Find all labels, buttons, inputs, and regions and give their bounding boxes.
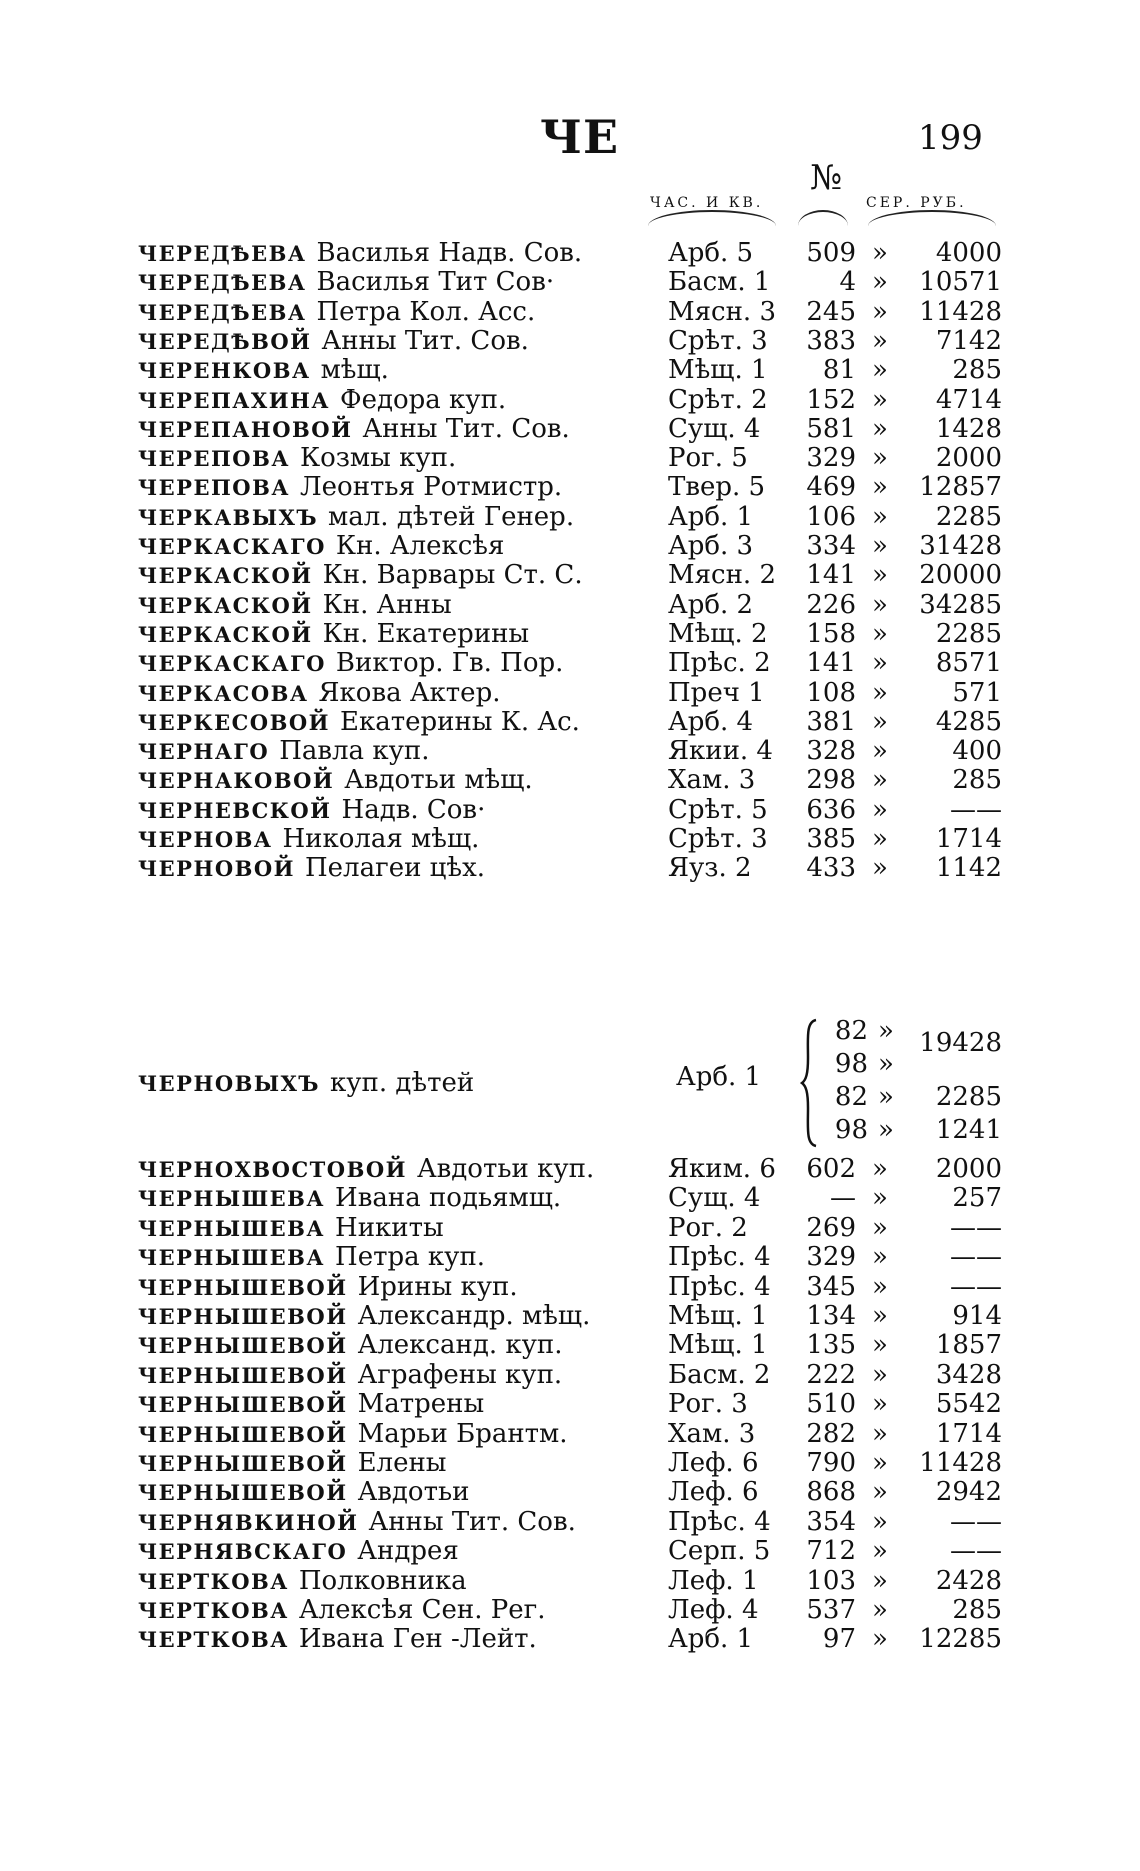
entry-house-number: 329 bbox=[806, 443, 856, 473]
ditto-mark: » bbox=[872, 1477, 888, 1507]
entry-surname: ЧЕРКАСКОЙ bbox=[138, 563, 313, 588]
list-item bbox=[0, 265, 1140, 299]
entry-house-number: 135 bbox=[806, 1330, 856, 1360]
entry-house-number: 381 bbox=[806, 707, 856, 737]
entry-part: Серп. 5 bbox=[668, 1536, 771, 1566]
entry-rubles: 11428 bbox=[919, 297, 1002, 327]
list-item bbox=[0, 558, 1140, 592]
ditto-mark: » bbox=[872, 736, 888, 766]
entry-given: Авдотьи bbox=[357, 1477, 470, 1507]
entry-house-number: 269 bbox=[806, 1213, 856, 1243]
entry-surname: ЧЕРНЫШЕВОЙ bbox=[138, 1304, 348, 1329]
entry-name bbox=[138, 1068, 474, 1098]
entry-part: Арб. 1 bbox=[668, 502, 754, 532]
list-item bbox=[0, 1328, 1140, 1362]
entry-given: мѣщ. bbox=[320, 355, 389, 385]
entry-house-number: 141 bbox=[806, 560, 856, 590]
entry-rubles: 285 bbox=[952, 1595, 1002, 1625]
entry-given: Елены bbox=[357, 1448, 447, 1478]
entry-part: Рог. 2 bbox=[668, 1213, 748, 1243]
entry-house-number: 510 bbox=[806, 1389, 856, 1419]
entry-surname: ЧЕРНЫШЕВОЙ bbox=[138, 1275, 348, 1300]
entry-rubles: —— bbox=[950, 795, 1002, 825]
entry-given: Кн. Екатерины bbox=[322, 619, 530, 649]
entry-rubles: 1857 bbox=[935, 1330, 1002, 1360]
entry-surname: ЧЕРНОХВОСТОВОЙ bbox=[138, 1157, 407, 1182]
entry-house-number: 282 bbox=[806, 1419, 856, 1449]
ditto-mark: » bbox=[872, 853, 888, 883]
entry-part: Срѣт. 5 bbox=[668, 795, 768, 825]
ditto-mark: » bbox=[872, 765, 888, 795]
entry-given: Анны Тит. Сов. bbox=[321, 326, 529, 356]
entry-part: Мясн. 3 bbox=[668, 297, 776, 327]
entry-surname: ЧЕРНЫШЕВОЙ bbox=[138, 1392, 348, 1417]
entry-rubles: —— bbox=[950, 1272, 1002, 1302]
entry-surname: ЧЕРНЕВСКОЙ bbox=[138, 798, 332, 823]
entry-rubles: 1142 bbox=[935, 853, 1002, 883]
entry-rubles: 2428 bbox=[935, 1566, 1002, 1596]
entry-given: Анны Тит. Сов. bbox=[362, 414, 570, 444]
entry-given: Полковника bbox=[298, 1566, 467, 1596]
entry-given: Василья Надв. Сов. bbox=[316, 238, 583, 268]
entry-rubles: 12285 bbox=[919, 1624, 1002, 1654]
entry-house-number: 354 bbox=[806, 1507, 856, 1537]
entry-surname: ЧЕРНЯВКИНОЙ bbox=[138, 1510, 359, 1535]
ditto-mark: » bbox=[872, 238, 888, 268]
entry-surname: ЧЕРКАСКАГО bbox=[138, 651, 326, 676]
entry-part: Якии. 4 bbox=[668, 736, 773, 766]
page-title: ЧЕ bbox=[540, 110, 620, 164]
list-item bbox=[0, 353, 1140, 387]
ditto-mark: » bbox=[872, 1330, 888, 1360]
entry-part: Леф. 6 bbox=[668, 1448, 759, 1478]
entry-rubles: —— bbox=[950, 1507, 1002, 1537]
entry-house-number: 790 bbox=[806, 1448, 856, 1478]
entry-rubles: 4285 bbox=[935, 707, 1002, 737]
entry-surname: ЧЕРКЕСОВОЙ bbox=[138, 710, 330, 735]
entry-house-number: 152 bbox=[806, 385, 856, 415]
entry-surname: ЧЕРЕДѢЕВА bbox=[138, 270, 307, 295]
entry-rubles: —— bbox=[950, 1536, 1002, 1566]
ditto-mark: » bbox=[872, 795, 888, 825]
entry-given: Авдотьи куп. bbox=[416, 1154, 595, 1184]
ditto-mark: » bbox=[878, 1016, 894, 1046]
entry-surname: ЧЕРНОВЫХЪ bbox=[138, 1071, 320, 1096]
entry-surname: ЧЕРЕДѢЕВА bbox=[138, 300, 307, 325]
ditto-mark: » bbox=[872, 648, 888, 678]
entry-part: Твер. 5 bbox=[668, 472, 766, 502]
ditto-mark: » bbox=[872, 1360, 888, 1390]
entry-rubles: 4000 bbox=[935, 238, 1002, 268]
entry-part: Сущ. 4 bbox=[668, 414, 761, 444]
entry-rubles: 4714 bbox=[935, 385, 1002, 415]
entry-rubles: 2285 bbox=[935, 502, 1002, 532]
entry-given: Якова Актер. bbox=[318, 678, 501, 708]
entry-part: Арб. 4 bbox=[668, 707, 754, 737]
entry-given: Анны Тит. Сов. bbox=[368, 1507, 576, 1537]
entry-surname: ЧЕРНОВОЙ bbox=[138, 856, 295, 881]
entry-house-number: 602 bbox=[806, 1154, 856, 1184]
entry-surname: ЧЕРТКОВА bbox=[138, 1598, 289, 1623]
ditto-mark: » bbox=[872, 1154, 888, 1184]
entry-rubles: 2942 bbox=[935, 1477, 1002, 1507]
column-header-rubles: СЕР. РУБ. bbox=[866, 195, 967, 211]
ditto-mark: » bbox=[878, 1049, 894, 1079]
ditto-mark: » bbox=[872, 502, 888, 532]
entry-part: Арб. 1 bbox=[676, 1062, 762, 1092]
entry-surname: ЧЕРНЯВСКАГО bbox=[138, 1539, 348, 1564]
entry-rubles: —— bbox=[950, 1213, 1002, 1243]
entry-surname: ЧЕРНЫШЕВОЙ bbox=[138, 1480, 348, 1505]
entry-given: мал. дѣтей Генер. bbox=[328, 502, 575, 532]
entry-given: Матрены bbox=[357, 1389, 485, 1419]
list-item bbox=[0, 1387, 1140, 1421]
list-item bbox=[0, 1534, 1140, 1568]
entry-surname: ЧЕРНЫШЕВОЙ bbox=[138, 1422, 348, 1447]
ditto-mark: » bbox=[872, 1183, 888, 1213]
entry-part: Арб. 2 bbox=[668, 590, 754, 620]
entry-house-number: 469 bbox=[806, 472, 856, 502]
entry-surname: ЧЕРНАГО bbox=[138, 739, 270, 764]
ditto-mark: » bbox=[872, 707, 888, 737]
entry-surname: ЧЕРНЫШЕВА bbox=[138, 1186, 326, 1211]
ditto-mark: » bbox=[872, 1507, 888, 1537]
entry-rubles: 257 bbox=[952, 1183, 1002, 1213]
entry-surname: ЧЕРНЫШЕВОЙ bbox=[138, 1451, 348, 1476]
entry-part: Сущ. 4 bbox=[668, 1183, 761, 1213]
entry-surname: ЧЕРКАСКОЙ bbox=[138, 622, 313, 647]
entry-surname: ЧЕРКАСКАГО bbox=[138, 534, 326, 559]
entry-part: Хам. 3 bbox=[668, 765, 756, 795]
ditto-mark: » bbox=[872, 1419, 888, 1449]
page-number: 199 bbox=[918, 118, 983, 158]
entry-rubles: 19428 bbox=[919, 1028, 1002, 1058]
entry-rubles: 2000 bbox=[935, 443, 1002, 473]
entry-part: Арб. 1 bbox=[668, 1624, 754, 1654]
entry-house-number: 81 bbox=[822, 355, 856, 385]
entry-given: Никиты bbox=[335, 1213, 444, 1243]
ditto-mark: » bbox=[872, 824, 888, 854]
entry-house-number: — bbox=[830, 1183, 856, 1213]
entry-house-number: 298 bbox=[806, 765, 856, 795]
entry-house-number: 106 bbox=[806, 502, 856, 532]
ditto-mark: » bbox=[872, 1566, 888, 1596]
ditto-mark: » bbox=[872, 1536, 888, 1566]
ditto-mark: » bbox=[872, 385, 888, 415]
entry-given: Екатерины К. Ас. bbox=[339, 707, 580, 737]
entry-part: Леф. 6 bbox=[668, 1477, 759, 1507]
curly-brace bbox=[800, 1018, 818, 1148]
entry-given: Ирины куп. bbox=[357, 1272, 518, 1302]
entry-part: Преч 1 bbox=[668, 678, 765, 708]
entry-rubles: 3428 bbox=[935, 1360, 1002, 1390]
entry-part: Прѣс. 4 bbox=[668, 1272, 771, 1302]
entry-part: Арб. 3 bbox=[668, 531, 754, 561]
ditto-mark: » bbox=[872, 1448, 888, 1478]
entry-rubles: 8571 bbox=[935, 648, 1002, 678]
entry-surname: ЧЕРТКОВА bbox=[138, 1569, 289, 1594]
entry-name bbox=[138, 851, 485, 886]
entry-house-number: 712 bbox=[806, 1536, 856, 1566]
entry-name bbox=[138, 1622, 537, 1657]
entry-rubles: 285 bbox=[952, 765, 1002, 795]
entry-rubles: 914 bbox=[952, 1301, 1002, 1331]
entry-part: Яким. 6 bbox=[668, 1154, 776, 1184]
entry-rubles: 1428 bbox=[935, 414, 1002, 444]
ditto-mark: » bbox=[872, 326, 888, 356]
entry-surname: ЧЕРНЫШЕВА bbox=[138, 1245, 326, 1270]
ditto-mark: » bbox=[872, 590, 888, 620]
list-item bbox=[0, 851, 1140, 885]
entry-given: Федора куп. bbox=[340, 385, 507, 415]
list-item bbox=[0, 1240, 1140, 1274]
entry-house-number: 82 bbox=[834, 1082, 868, 1112]
entry-surname: ЧЕРКАВЫХЪ bbox=[138, 505, 319, 530]
ditto-mark: » bbox=[872, 443, 888, 473]
entry-house-number: 245 bbox=[806, 297, 856, 327]
entry-house-number: 134 bbox=[806, 1301, 856, 1331]
entry-rubles: 571 bbox=[952, 678, 1002, 708]
entry-rubles: 2000 bbox=[935, 1154, 1002, 1184]
list-item bbox=[0, 1181, 1140, 1215]
entry-rubles: 10571 bbox=[919, 267, 1002, 297]
entry-house-number: 97 bbox=[822, 1624, 856, 1654]
entry-given: Александ. куп. bbox=[357, 1330, 563, 1360]
entry-house-number: 345 bbox=[806, 1272, 856, 1302]
entry-rubles: 5542 bbox=[935, 1389, 1002, 1419]
entry-given: Ивана Ген -Лейт. bbox=[298, 1624, 537, 1654]
entry-surname: ЧЕРНАКОВОЙ bbox=[138, 768, 335, 793]
ditto-mark: » bbox=[872, 1595, 888, 1625]
entry-rubles: 1714 bbox=[935, 824, 1002, 854]
entry-house-number: 82 bbox=[834, 1016, 868, 1046]
entry-house-number: 141 bbox=[806, 648, 856, 678]
entry-given: Василья Тит Сов· bbox=[316, 267, 555, 297]
entry-rubles: 34285 bbox=[919, 590, 1002, 620]
entry-given: Петра Кол. Асс. bbox=[316, 297, 536, 327]
entry-house-number: 868 bbox=[806, 1477, 856, 1507]
entry-part: Рог. 5 bbox=[668, 443, 748, 473]
list-item bbox=[0, 1475, 1140, 1509]
entry-given: Петра куп. bbox=[335, 1242, 486, 1272]
ditto-mark: » bbox=[872, 297, 888, 327]
entry-house-number: 158 bbox=[806, 619, 856, 649]
column-header-number-sign: № bbox=[810, 158, 843, 198]
ditto-mark: » bbox=[872, 531, 888, 561]
entry-part: Мѣщ. 1 bbox=[668, 355, 768, 385]
entry-surname: ЧЕРКАСКОЙ bbox=[138, 593, 313, 618]
entry-part: Мясн. 2 bbox=[668, 560, 776, 590]
entry-given: Кн. Алексѣя bbox=[335, 531, 505, 561]
entry-house-number: 226 bbox=[806, 590, 856, 620]
entry-house-number: 222 bbox=[806, 1360, 856, 1390]
entry-rubles: 7142 bbox=[935, 326, 1002, 356]
entry-surname: ЧЕРЕНКОВА bbox=[138, 358, 311, 383]
entry-part: Срѣт. 2 bbox=[668, 385, 768, 415]
entry-surname: ЧЕРЕПОВА bbox=[138, 446, 290, 471]
entry-surname: ЧЕРЕДѢЕВА bbox=[138, 241, 307, 266]
entry-part: Мѣщ. 1 bbox=[668, 1330, 768, 1360]
entry-given: куп. дѣтей bbox=[329, 1068, 475, 1098]
entry-given: Андрея bbox=[357, 1536, 459, 1566]
entry-house-number: 103 bbox=[806, 1566, 856, 1596]
entry-given: Авдотьи мѣщ. bbox=[344, 765, 533, 795]
ditto-mark: » bbox=[872, 1624, 888, 1654]
entry-surname: ЧЕРНЫШЕВОЙ bbox=[138, 1333, 348, 1358]
entry-rubles: 1714 bbox=[935, 1419, 1002, 1449]
entry-house-number: 383 bbox=[806, 326, 856, 356]
entry-rubles: 2285 bbox=[935, 1082, 1002, 1112]
entry-given: Кн. Анны bbox=[322, 590, 452, 620]
ditto-mark: » bbox=[872, 1242, 888, 1272]
entry-surname: ЧЕРНОВА bbox=[138, 827, 273, 852]
entry-given: Николая мѣщ. bbox=[282, 824, 480, 854]
entry-part: Хам. 3 bbox=[668, 1419, 756, 1449]
ditto-mark: » bbox=[872, 560, 888, 590]
entry-given: Александр. мѣщ. bbox=[357, 1301, 591, 1331]
entry-part: Басм. 2 bbox=[668, 1360, 771, 1390]
entry-given: Аграфены куп. bbox=[357, 1360, 563, 1390]
entry-given: Пелагеи цѣх. bbox=[305, 853, 486, 883]
ditto-mark: » bbox=[878, 1082, 894, 1112]
entry-given: Алексѣя Сен. Рег. bbox=[298, 1595, 546, 1625]
entry-rubles: 285 bbox=[952, 355, 1002, 385]
entry-rubles: 12857 bbox=[919, 472, 1002, 502]
entry-surname: ЧЕРЕДѢВОЙ bbox=[138, 329, 312, 354]
ditto-mark: » bbox=[872, 1213, 888, 1243]
entry-house-number: 328 bbox=[806, 736, 856, 766]
entry-surname: ЧЕРЕПАНОВОЙ bbox=[138, 417, 353, 442]
entry-rubles: 400 bbox=[952, 736, 1002, 766]
entry-rubles: 11428 bbox=[919, 1448, 1002, 1478]
entry-part: Прѣс. 2 bbox=[668, 648, 771, 678]
entry-rubles: 1241 bbox=[935, 1115, 1002, 1145]
entry-house-number: 4 bbox=[839, 267, 856, 297]
entry-part: Прѣс. 4 bbox=[668, 1507, 771, 1537]
ditto-mark: » bbox=[872, 472, 888, 502]
entry-surname: ЧЕРТКОВА bbox=[138, 1627, 289, 1652]
entry-part: Леф. 4 bbox=[668, 1595, 759, 1625]
entry-rubles: 2285 bbox=[935, 619, 1002, 649]
entry-given: Надв. Сов· bbox=[341, 795, 486, 825]
entry-given: Павла куп. bbox=[279, 736, 430, 766]
entry-given: Виктор. Гв. Пор. bbox=[335, 648, 564, 678]
ditto-mark: » bbox=[872, 678, 888, 708]
entry-part: Прѣс. 4 bbox=[668, 1242, 771, 1272]
list-item bbox=[0, 470, 1140, 504]
entry-house-number: 98 bbox=[834, 1049, 868, 1079]
entry-part: Басм. 1 bbox=[668, 267, 771, 297]
entry-house-number: 108 bbox=[806, 678, 856, 708]
ditto-mark: » bbox=[878, 1115, 894, 1145]
entry-part: Срѣт. 3 bbox=[668, 824, 768, 854]
entry-rubles: —— bbox=[950, 1242, 1002, 1272]
list-item bbox=[0, 646, 1140, 680]
entry-surname: ЧЕРЕПОВА bbox=[138, 475, 290, 500]
entry-part: Срѣт. 3 bbox=[668, 326, 768, 356]
entry-house-number: 581 bbox=[806, 414, 856, 444]
entry-part: Леф. 1 bbox=[668, 1566, 759, 1596]
entry-surname: ЧЕРНЫШЕВОЙ bbox=[138, 1363, 348, 1388]
column-header-part: ЧАС. И КВ. bbox=[650, 195, 764, 211]
entry-house-number: 385 bbox=[806, 824, 856, 854]
entry-given: Козмы куп. bbox=[299, 443, 457, 473]
entry-part: Арб. 5 bbox=[668, 238, 754, 268]
entry-part: Рог. 3 bbox=[668, 1389, 748, 1419]
entry-house-number: 509 bbox=[806, 238, 856, 268]
ditto-mark: » bbox=[872, 1272, 888, 1302]
entry-surname: ЧЕРЕПАХИНА bbox=[138, 388, 330, 413]
entry-house-number: 636 bbox=[806, 795, 856, 825]
grouped-entry bbox=[0, 1010, 1140, 1160]
ditto-mark: » bbox=[872, 414, 888, 444]
entry-rubles: 31428 bbox=[919, 531, 1002, 561]
entry-given: Марьи Брантм. bbox=[357, 1419, 568, 1449]
list-item bbox=[0, 763, 1140, 797]
entry-surname: ЧЕРКАСОВА bbox=[138, 681, 309, 706]
entry-house-number: 98 bbox=[834, 1115, 868, 1145]
entry-given: Кн. Варвары Ст. С. bbox=[322, 560, 583, 590]
ditto-mark: » bbox=[872, 355, 888, 385]
entry-given: Ивана подьямщ. bbox=[335, 1183, 562, 1213]
entry-rubles: 20000 bbox=[919, 560, 1002, 590]
ditto-mark: » bbox=[872, 267, 888, 297]
ditto-mark: » bbox=[872, 619, 888, 649]
entry-house-number: 334 bbox=[806, 531, 856, 561]
ditto-mark: » bbox=[872, 1389, 888, 1419]
list-item bbox=[0, 1622, 1140, 1656]
entry-part: Мѣщ. 1 bbox=[668, 1301, 768, 1331]
entry-part: Мѣщ. 2 bbox=[668, 619, 768, 649]
entry-house-number: 537 bbox=[806, 1595, 856, 1625]
entry-house-number: 433 bbox=[806, 853, 856, 883]
ditto-mark: » bbox=[872, 1301, 888, 1331]
entry-part: Яуз. 2 bbox=[668, 853, 752, 883]
entry-given: Леонтья Ротмистр. bbox=[299, 472, 563, 502]
entry-house-number: 329 bbox=[806, 1242, 856, 1272]
entry-surname: ЧЕРНЫШЕВА bbox=[138, 1216, 326, 1241]
